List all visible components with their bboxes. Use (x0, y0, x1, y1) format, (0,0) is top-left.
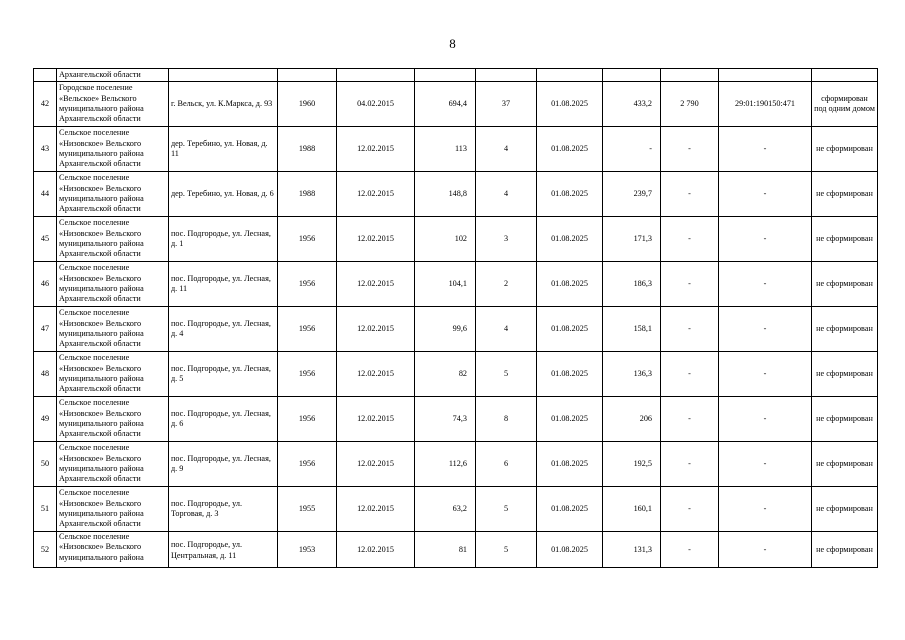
cadastral-number: - (719, 487, 812, 532)
residents-count: 3 (476, 217, 537, 262)
settlement-name: Сельское поселение «Низовское» Вельского муниципального района Архангельской области (57, 397, 169, 442)
residents-count: 5 (476, 532, 537, 568)
row-number: 47 (34, 307, 57, 352)
settlement-name: Сельское поселение «Низовское» Вельского муниципального района Архангельской области (57, 127, 169, 172)
living-area: 104,1 (415, 262, 476, 307)
table-row (34, 352, 878, 397)
recognition-date: 12.02.2015 (337, 217, 415, 262)
resettlement-deadline: 01.08.2025 (537, 532, 603, 568)
residents-count: 4 (476, 307, 537, 352)
settlement-name: Сельское поселение «Низовское» Вельского муниципального района Архангельской области (57, 442, 169, 487)
settlement-name: Сельское поселение «Низовское» Вельского муниципального района Архангельской области (57, 262, 169, 307)
residents-count: 6 (476, 442, 537, 487)
land-status: не сформирован (812, 397, 878, 442)
building-address: пос. Подгородье, ул. Центральная, д. 11 (169, 532, 278, 568)
living-area: 112,6 (415, 442, 476, 487)
residents-count: 4 (476, 172, 537, 217)
total-area: 160,1 (603, 487, 661, 532)
cadastral-number: - (719, 307, 812, 352)
building-address: пос. Подгородье, ул. Лесная, д. 1 (169, 217, 278, 262)
row-number: 48 (34, 352, 57, 397)
build-year: 1955 (278, 487, 337, 532)
living-area: 102 (415, 217, 476, 262)
living-area: 148,8 (415, 172, 476, 217)
cadastral-number: - (719, 352, 812, 397)
land-area: - (661, 172, 719, 217)
total-area: - (603, 127, 661, 172)
recognition-date: 12.02.2015 (337, 127, 415, 172)
table-row (34, 442, 878, 487)
row-number: 49 (34, 397, 57, 442)
living-area: 99,6 (415, 307, 476, 352)
total-area: 171,3 (603, 217, 661, 262)
living-area: 113 (415, 127, 476, 172)
land-area: - (661, 262, 719, 307)
cadastral-number: - (719, 217, 812, 262)
residents-count: 5 (476, 487, 537, 532)
total-area: 186,3 (603, 262, 661, 307)
cadastral-number: - (719, 442, 812, 487)
recognition-date: 12.02.2015 (337, 307, 415, 352)
recognition-date: 12.02.2015 (337, 397, 415, 442)
land-status: не сформирован (812, 487, 878, 532)
resettlement-deadline: 01.08.2025 (537, 487, 603, 532)
housing-register-table (33, 68, 878, 568)
building-address: дер. Теребино, ул. Новая, д. 11 (169, 127, 278, 172)
settlement-name: Сельское поселение «Низовское» Вельского муниципального района Архангельской области (57, 217, 169, 262)
land-status: не сформирован (812, 442, 878, 487)
cadastral-number: - (719, 172, 812, 217)
building-address: пос. Подгородье, ул. Лесная, д. 5 (169, 352, 278, 397)
residents-count: 37 (476, 82, 537, 127)
land-area: 2 790 (661, 82, 719, 127)
land-area: - (661, 397, 719, 442)
land-status: не сформирован (812, 217, 878, 262)
table-row (34, 397, 878, 442)
building-address: пос. Подгородье, ул. Торговая, д. 3 (169, 487, 278, 532)
land-area: - (661, 127, 719, 172)
living-area: 82 (415, 352, 476, 397)
build-year: 1953 (278, 532, 337, 568)
settlement-name: Сельское поселение «Низовское» Вельского муниципального района Архангельской области (57, 172, 169, 217)
land-area: - (661, 352, 719, 397)
land-status: не сформирован (812, 172, 878, 217)
settlement-name: Сельское поселение «Низовское» Вельского муниципального района (57, 532, 169, 568)
cadastral-number: - (719, 397, 812, 442)
build-year: 1956 (278, 397, 337, 442)
resettlement-deadline: 01.08.2025 (537, 172, 603, 217)
page-number: 8 (449, 36, 456, 51)
continuation-row (34, 69, 878, 82)
build-year: 1988 (278, 172, 337, 217)
land-status: не сформирован (812, 262, 878, 307)
table-row (34, 262, 878, 307)
recognition-date: 12.02.2015 (337, 172, 415, 217)
total-area: 433,2 (603, 82, 661, 127)
resettlement-deadline: 01.08.2025 (537, 217, 603, 262)
table-row (34, 487, 878, 532)
resettlement-deadline: 01.08.2025 (537, 397, 603, 442)
row-number: 52 (34, 532, 57, 568)
settlement-name: Архангельской области (57, 69, 169, 82)
cadastral-number: - (719, 127, 812, 172)
land-status: не сформирован (812, 307, 878, 352)
settlement-name: Городское поселение «Вельское» Вельского муниципального района Архангельской области (57, 82, 169, 127)
cadastral-number: - (719, 262, 812, 307)
build-year: 1988 (278, 127, 337, 172)
build-year: 1956 (278, 217, 337, 262)
total-area: 136,3 (603, 352, 661, 397)
residents-count: 5 (476, 352, 537, 397)
living-area: 63,2 (415, 487, 476, 532)
recognition-date: 04.02.2015 (337, 82, 415, 127)
building-address: пос. Подгородье, ул. Лесная, д. 11 (169, 262, 278, 307)
table-row (34, 532, 878, 568)
recognition-date: 12.02.2015 (337, 487, 415, 532)
row-number: 44 (34, 172, 57, 217)
land-area: - (661, 442, 719, 487)
total-area: 158,1 (603, 307, 661, 352)
table-row (34, 127, 878, 172)
settlement-name: Сельское поселение «Низовское» Вельского муниципального района Архангельской области (57, 307, 169, 352)
resettlement-deadline: 01.08.2025 (537, 82, 603, 127)
recognition-date: 12.02.2015 (337, 262, 415, 307)
building-address: пос. Подгородье, ул. Лесная, д. 6 (169, 397, 278, 442)
resettlement-deadline: 01.08.2025 (537, 442, 603, 487)
residents-count: 4 (476, 127, 537, 172)
build-year: 1956 (278, 307, 337, 352)
row-number: 42 (34, 82, 57, 127)
resettlement-deadline: 01.08.2025 (537, 262, 603, 307)
land-area: - (661, 307, 719, 352)
settlement-name: Сельское поселение «Низовское» Вельского муниципального района Архангельской области (57, 487, 169, 532)
land-area: - (661, 487, 719, 532)
recognition-date: 12.02.2015 (337, 352, 415, 397)
residents-count: 2 (476, 262, 537, 307)
row-number: 51 (34, 487, 57, 532)
living-area: 81 (415, 532, 476, 568)
land-status: не сформирован (812, 127, 878, 172)
table-row (34, 217, 878, 262)
living-area: 694,4 (415, 82, 476, 127)
table-row (34, 307, 878, 352)
total-area: 239,7 (603, 172, 661, 217)
build-year: 1956 (278, 352, 337, 397)
residents-count: 8 (476, 397, 537, 442)
land-area: - (661, 532, 719, 568)
recognition-date: 12.02.2015 (337, 532, 415, 568)
total-area: 192,5 (603, 442, 661, 487)
building-address: пос. Подгородье, ул. Лесная, д. 4 (169, 307, 278, 352)
row-number: 50 (34, 442, 57, 487)
building-address: пос. Подгородье, ул. Лесная, д. 9 (169, 442, 278, 487)
building-address: дер. Теребино, ул. Новая, д. 6 (169, 172, 278, 217)
total-area: 131,3 (603, 532, 661, 568)
recognition-date: 12.02.2015 (337, 442, 415, 487)
row-number: 46 (34, 262, 57, 307)
land-area: - (661, 217, 719, 262)
build-year: 1960 (278, 82, 337, 127)
total-area: 206 (603, 397, 661, 442)
land-status: сформирован под одним домом (812, 82, 878, 127)
settlement-name: Сельское поселение «Низовское» Вельского муниципального района Архангельской области (57, 352, 169, 397)
living-area: 74,3 (415, 397, 476, 442)
cadastral-number: - (719, 532, 812, 568)
resettlement-deadline: 01.08.2025 (537, 127, 603, 172)
row-number: 45 (34, 217, 57, 262)
building-address: г. Вельск, ул. К.Маркса, д. 93 (169, 82, 278, 127)
build-year: 1956 (278, 442, 337, 487)
row-number: 43 (34, 127, 57, 172)
resettlement-deadline: 01.08.2025 (537, 352, 603, 397)
cadastral-number: 29:01:190150:471 (719, 82, 812, 127)
land-status: не сформирован (812, 532, 878, 568)
resettlement-deadline: 01.08.2025 (537, 307, 603, 352)
table-row (34, 172, 878, 217)
build-year: 1956 (278, 262, 337, 307)
land-status: не сформирован (812, 352, 878, 397)
table-row (34, 82, 878, 127)
